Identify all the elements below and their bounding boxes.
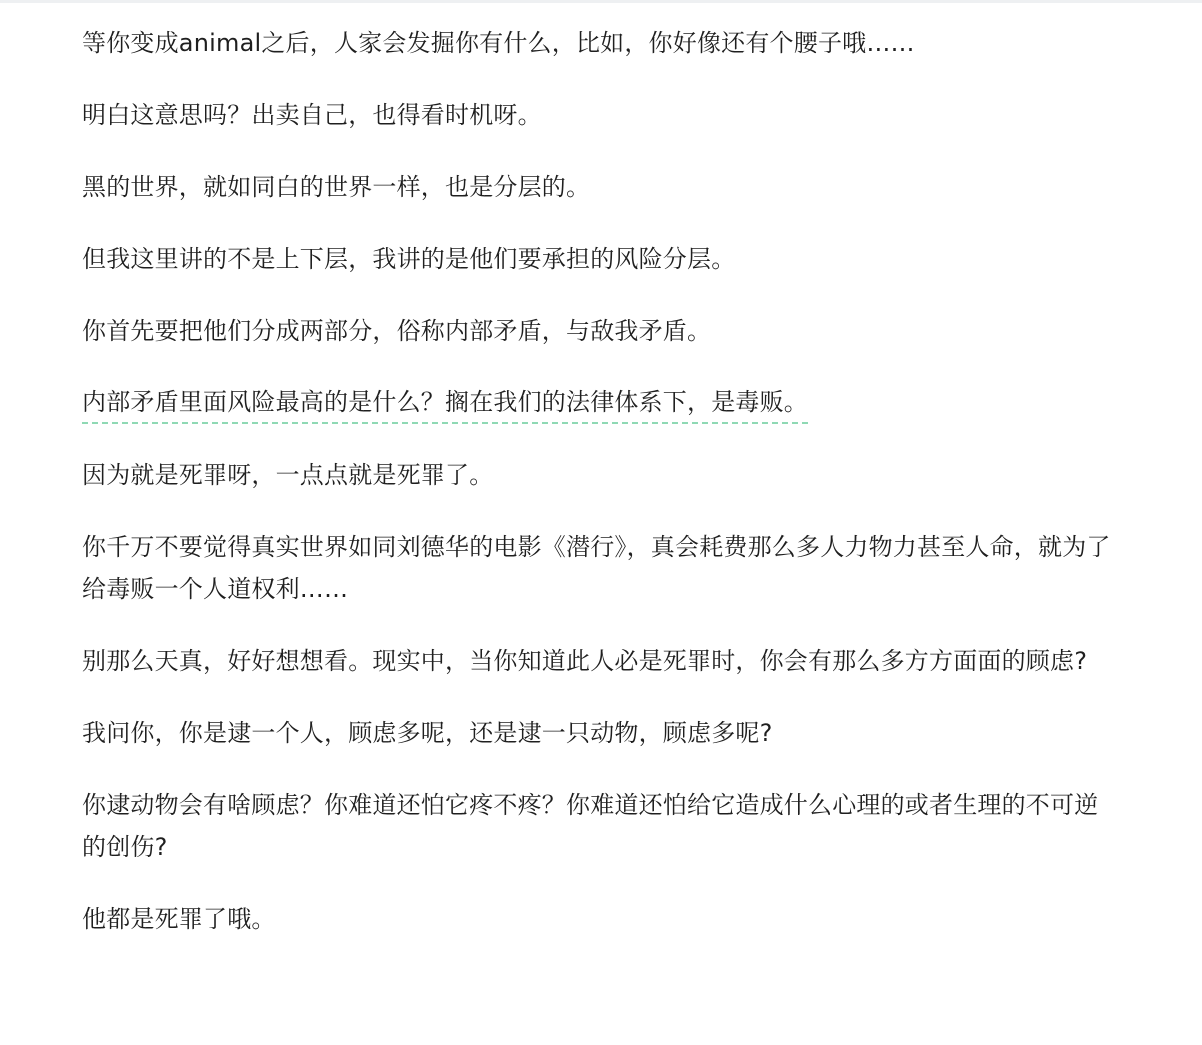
article-body (82, 22, 1112, 970)
paragraph-8: 你千万不要觉得真实世界如同刘德华的电影《潜行》，真会耗费那么多人力物力甚至人命，就为了给毒贩一个人道权利…… (82, 533, 1111, 603)
paragraph-1: 等你变成animal之后，人家会发掘你有什么，比如，你好像还有个腰子哦…… (82, 29, 915, 57)
paragraph-9: 别那么天真，好好想想看。现实中，当你知道此人必是死罪时，你会有那么多方方面面的顾虑? (82, 647, 1088, 675)
paragraph-7: 因为就是死罪呀，一点点就是死罪了。 (82, 461, 494, 489)
paragraph-6-highlighted[interactable]: 内部矛盾里面风险最高的是什么？搁在我们的法律体系下，是毒贩。 (82, 382, 808, 424)
paragraph-11: 你逮动物会有啥顾虑？你难道还怕它疼不疼？你难道还怕给它造成什么心理的或者生理的不可逆的创伤? (82, 791, 1099, 861)
paragraph-5: 你首先要把他们分成两部分，俗称内部矛盾，与敌我矛盾。 (82, 317, 712, 345)
paragraph-4: 但我这里讲的不是上下层，我讲的是他们要承担的风险分层。 (82, 245, 736, 273)
top-divider (0, 0, 1202, 3)
paragraph-10: 我问你，你是逮一个人，顾虑多呢，还是逮一只动物，顾虑多呢? (82, 719, 773, 747)
paragraph-12: 他都是死罪了哦。 (82, 905, 276, 933)
paragraph-2: 明白这意思吗？出卖自己，也得看时机呀。 (82, 101, 542, 129)
paragraph-3: 黑的世界，就如同白的世界一样，也是分层的。 (82, 173, 591, 201)
paragraph-6-wrapper (82, 382, 1112, 454)
